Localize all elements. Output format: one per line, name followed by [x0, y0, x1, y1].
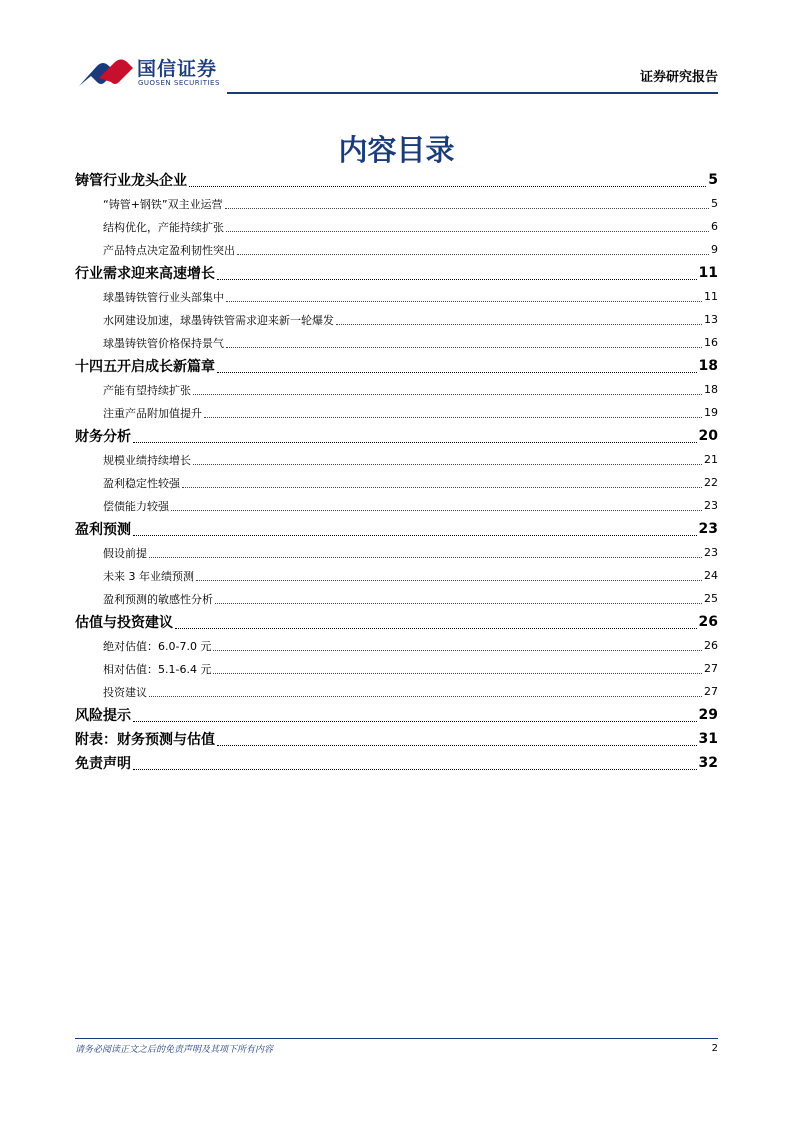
toc-entry-title: 相对估值：5.1-6.4 元 — [103, 662, 212, 676]
toc-subsection-entry[interactable] — [75, 238, 718, 261]
toc-entry-page: 26 — [698, 614, 718, 630]
toc-entry-page: 29 — [698, 707, 718, 723]
toc-entry-title: 产品特点决定盈利韧性突出 — [103, 243, 235, 257]
toc-title: 内容目录 — [338, 133, 455, 167]
toc-entry-title: 估值与投资建议 — [75, 615, 173, 631]
table-of-contents — [75, 168, 718, 775]
toc-entry-page: 18 — [698, 358, 718, 374]
toc-entry-page: 32 — [698, 755, 718, 771]
toc-entry-page: 26 — [704, 639, 718, 652]
toc-entry-title: 铸管行业龙头企业 — [75, 173, 187, 189]
toc-entry-page: 23 — [704, 546, 718, 559]
toc-subsection-entry[interactable] — [75, 331, 718, 354]
toc-dot-leader — [193, 464, 702, 465]
toc-dot-leader — [226, 231, 709, 232]
toc-entry-page: 20 — [698, 428, 718, 444]
toc-entry-title: 产能有望持续扩张 — [103, 383, 191, 397]
toc-entry-page: 25 — [704, 592, 718, 605]
toc-dot-leader — [149, 696, 702, 697]
toc-dot-leader — [133, 535, 697, 536]
toc-dot-leader — [217, 279, 697, 280]
footer-divider — [75, 1038, 718, 1039]
header-divider — [227, 92, 718, 94]
toc-dot-leader — [226, 301, 702, 302]
toc-entry-page: 6 — [711, 220, 718, 233]
toc-entry-title: 注重产品附加值提升 — [103, 406, 202, 420]
toc-entry-title: 投资建议 — [103, 685, 147, 699]
toc-entry-title: 球墨铸铁管价格保持景气 — [103, 336, 224, 350]
toc-dot-leader — [225, 208, 709, 209]
toc-entry-title: 十四五开启成长新篇章 — [75, 359, 215, 375]
toc-entry-title: 盈利预测的敏感性分析 — [103, 592, 213, 606]
toc-dot-leader — [196, 580, 702, 581]
company-name-cn: 国信证券 — [137, 58, 218, 80]
toc-dot-leader — [133, 769, 697, 770]
toc-subsection-entry[interactable] — [75, 448, 718, 471]
toc-dot-leader — [215, 603, 702, 604]
toc-entry-title: 结构优化，产能持续扩张 — [103, 220, 224, 234]
toc-subsection-entry[interactable] — [75, 378, 718, 401]
toc-dot-leader — [189, 186, 706, 187]
toc-section-entry[interactable] — [75, 610, 718, 634]
toc-dot-leader — [213, 673, 702, 674]
toc-subsection-entry[interactable] — [75, 401, 718, 424]
toc-dot-leader — [149, 557, 702, 558]
toc-subsection-entry[interactable] — [75, 657, 718, 680]
toc-subsection-entry[interactable] — [75, 494, 718, 517]
toc-entry-page: 11 — [698, 265, 718, 281]
toc-dot-leader — [237, 254, 709, 255]
toc-entry-title: 风险提示 — [75, 708, 131, 724]
toc-entry-title: 球墨铸铁管行业头部集中 — [103, 290, 224, 304]
toc-dot-leader — [133, 442, 697, 443]
toc-entry-page: 27 — [704, 685, 718, 698]
toc-entry-page: 16 — [704, 336, 718, 349]
toc-entry-page: 9 — [711, 243, 718, 256]
toc-subsection-entry[interactable] — [75, 308, 718, 331]
toc-section-entry[interactable] — [75, 727, 718, 751]
toc-entry-title: 假设前提 — [103, 546, 147, 560]
toc-entry-page: 23 — [704, 499, 718, 512]
toc-entry-page: 23 — [698, 521, 718, 537]
toc-section-entry[interactable] — [75, 517, 718, 541]
toc-dot-leader — [336, 324, 702, 325]
toc-subsection-entry[interactable] — [75, 285, 718, 308]
toc-entry-page: 11 — [704, 290, 718, 303]
toc-entry-page: 22 — [704, 476, 718, 489]
footer-disclaimer: 请务必阅读正文之后的免责声明及其项下所有内容 — [75, 1045, 274, 1055]
toc-entry-page: 27 — [704, 662, 718, 675]
toc-dot-leader — [193, 394, 702, 395]
toc-entry-title: 绝对估值：6.0-7.0 元 — [103, 639, 212, 653]
toc-dot-leader — [213, 650, 702, 651]
toc-subsection-entry[interactable] — [75, 471, 718, 494]
toc-subsection-entry[interactable] — [75, 541, 718, 564]
toc-section-entry[interactable] — [75, 703, 718, 727]
toc-subsection-entry[interactable] — [75, 634, 718, 657]
toc-entry-title: 未来 3 年业绩预测 — [103, 569, 194, 583]
toc-dot-leader — [133, 721, 697, 722]
guosen-logo-icon — [75, 56, 135, 92]
toc-entry-title: 水网建设加速，球墨铸铁管需求迎来新一轮爆发 — [103, 313, 334, 327]
toc-subsection-entry[interactable] — [75, 215, 718, 238]
toc-subsection-entry[interactable] — [75, 680, 718, 703]
toc-entry-title: 行业需求迎来高速增长 — [75, 266, 215, 282]
toc-subsection-entry[interactable] — [75, 587, 718, 610]
toc-section-entry[interactable] — [75, 424, 718, 448]
toc-section-entry[interactable] — [75, 751, 718, 775]
toc-dot-leader — [175, 628, 697, 629]
toc-entry-page: 5 — [708, 172, 718, 188]
toc-dot-leader — [217, 372, 697, 373]
toc-entry-title: 免责声明 — [75, 756, 131, 772]
page-number: 2 — [711, 1043, 718, 1054]
toc-entry-page: 5 — [711, 197, 718, 210]
toc-dot-leader — [182, 487, 702, 488]
report-type-label: 证券研究报告 — [639, 70, 718, 85]
toc-dot-leader — [171, 510, 702, 511]
toc-section-entry[interactable] — [75, 354, 718, 378]
toc-dot-leader — [204, 417, 702, 418]
toc-entry-page: 18 — [704, 383, 718, 396]
toc-entry-title: “铸管+钢铁”双主业运营 — [103, 197, 223, 211]
toc-entry-title: 盈利稳定性较强 — [103, 476, 180, 490]
toc-entry-page: 13 — [704, 313, 718, 326]
toc-entry-page: 21 — [704, 453, 718, 466]
toc-dot-leader — [226, 347, 702, 348]
toc-section-entry[interactable] — [75, 261, 718, 285]
toc-entry-page: 31 — [698, 731, 718, 747]
page-header — [75, 52, 718, 94]
toc-section-entry[interactable] — [75, 168, 718, 192]
toc-subsection-entry[interactable] — [75, 564, 718, 587]
toc-subsection-entry[interactable] — [75, 192, 718, 215]
toc-entry-page: 19 — [704, 406, 718, 419]
toc-entry-title: 附表：财务预测与估值 — [75, 732, 215, 748]
toc-entry-title: 财务分析 — [75, 429, 131, 445]
toc-entry-title: 盈利预测 — [75, 522, 131, 538]
toc-entry-title: 规模业绩持续增长 — [103, 453, 191, 467]
toc-entry-title: 偿债能力较强 — [103, 499, 169, 513]
toc-entry-page: 24 — [704, 569, 718, 582]
toc-dot-leader — [217, 745, 697, 746]
company-name-en: GUOSEN SECURITIES — [138, 79, 220, 87]
